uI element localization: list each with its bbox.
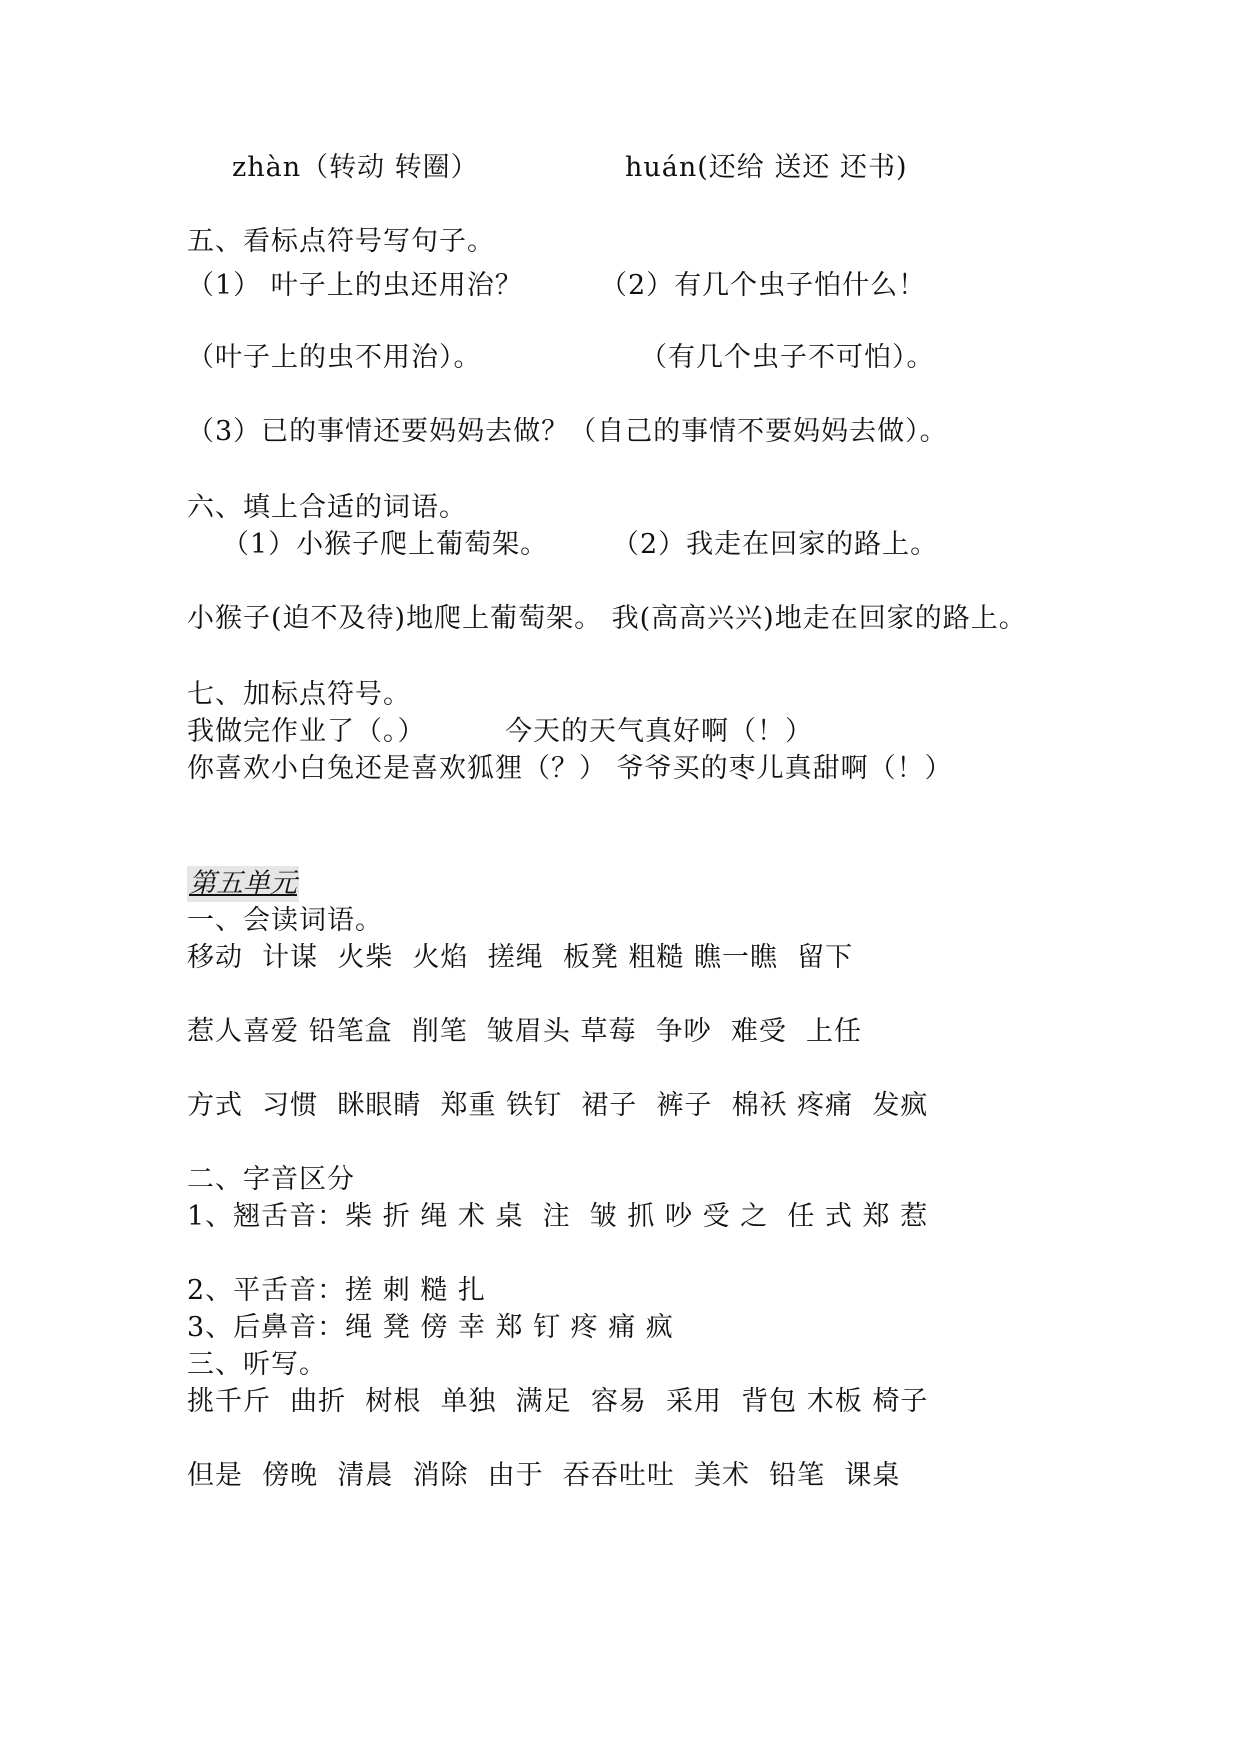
unit5-part1-heading: 一、会读词语。 [187,905,383,936]
section5-q3: （3）已的事情还要妈妈去做？（自己的事情不要妈妈去做）。 [187,416,948,447]
section7-heading: 七、加标点符号。 [187,679,411,710]
flat-tongue-line: 2、平舌音：搓 刺 糙 扎 [187,1275,486,1306]
dictation-row-1: 挑千斤 曲折 树根 单独 满足 容易 采用 背包 木板 椅子 [187,1386,929,1417]
words-row-3: 方式 习惯 眯眼睛 郑重 铁钉 裙子 裤子 棉袄 疼痛 发疯 [187,1090,929,1121]
words-row-2: 惹人喜爱 铅笔盒 削笔 皱眉头 草莓 争吵 难受 上任 [187,1016,862,1047]
back-nasal-line: 3、后鼻音：绳 凳 傍 幸 郑 钉 疼 痛 疯 [187,1312,674,1343]
unit5-part2-heading: 二、字音区分 [187,1164,355,1195]
section5-q1: （1） 叶子上的虫还用治？ [187,270,523,301]
pinyin-zhan: zhàn（转动 转圈） [232,152,479,183]
unit5-part3-heading: 三、听写。 [187,1349,327,1380]
section5-heading: 五、看标点符号写句子。 [187,226,495,257]
section6-answer: 小猴子(迫不及待)地爬上葡萄架。 我(高高兴兴)地走在回家的路上。 [187,603,1027,634]
words-row-1: 移动 计谋 火柴 火焰 搓绳 板凳 粗糙 瞧一瞧 留下 [187,942,854,973]
section6-heading: 六、填上合适的词语。 [187,492,467,523]
section6-q1: （1）小猴子爬上葡萄架。 [222,529,549,560]
unit5-title: 第五单元 [187,866,299,902]
section5-q2: （2）有几个虫子怕什么！ [600,270,927,301]
section6-q2: （2）我走在回家的路上。 [612,529,939,560]
section7-row1-a: 我做完作业了（。） [187,716,426,747]
retroflex-line: 1、翘舌音：柴 折 绳 术 桌 注 皱 抓 吵 受 之 任 式 郑 惹 [187,1201,929,1232]
section7-row2: 你喜欢小白兔还是喜欢狐狸（？） 爷爷买的枣儿真甜啊（！） [187,753,953,784]
section5-a2: （有几个虫子不可怕）。 [640,342,935,373]
section7-row1-b: 今天的天气真好啊（！） [505,716,813,747]
pinyin-huan: huán(还给 送还 还书) [625,152,908,183]
section5-a1: （叶子上的虫不用治）。 [187,342,482,373]
dictation-row-2: 但是 傍晚 清晨 消除 由于 吞吞吐吐 美术 铅笔 课桌 [187,1460,901,1491]
